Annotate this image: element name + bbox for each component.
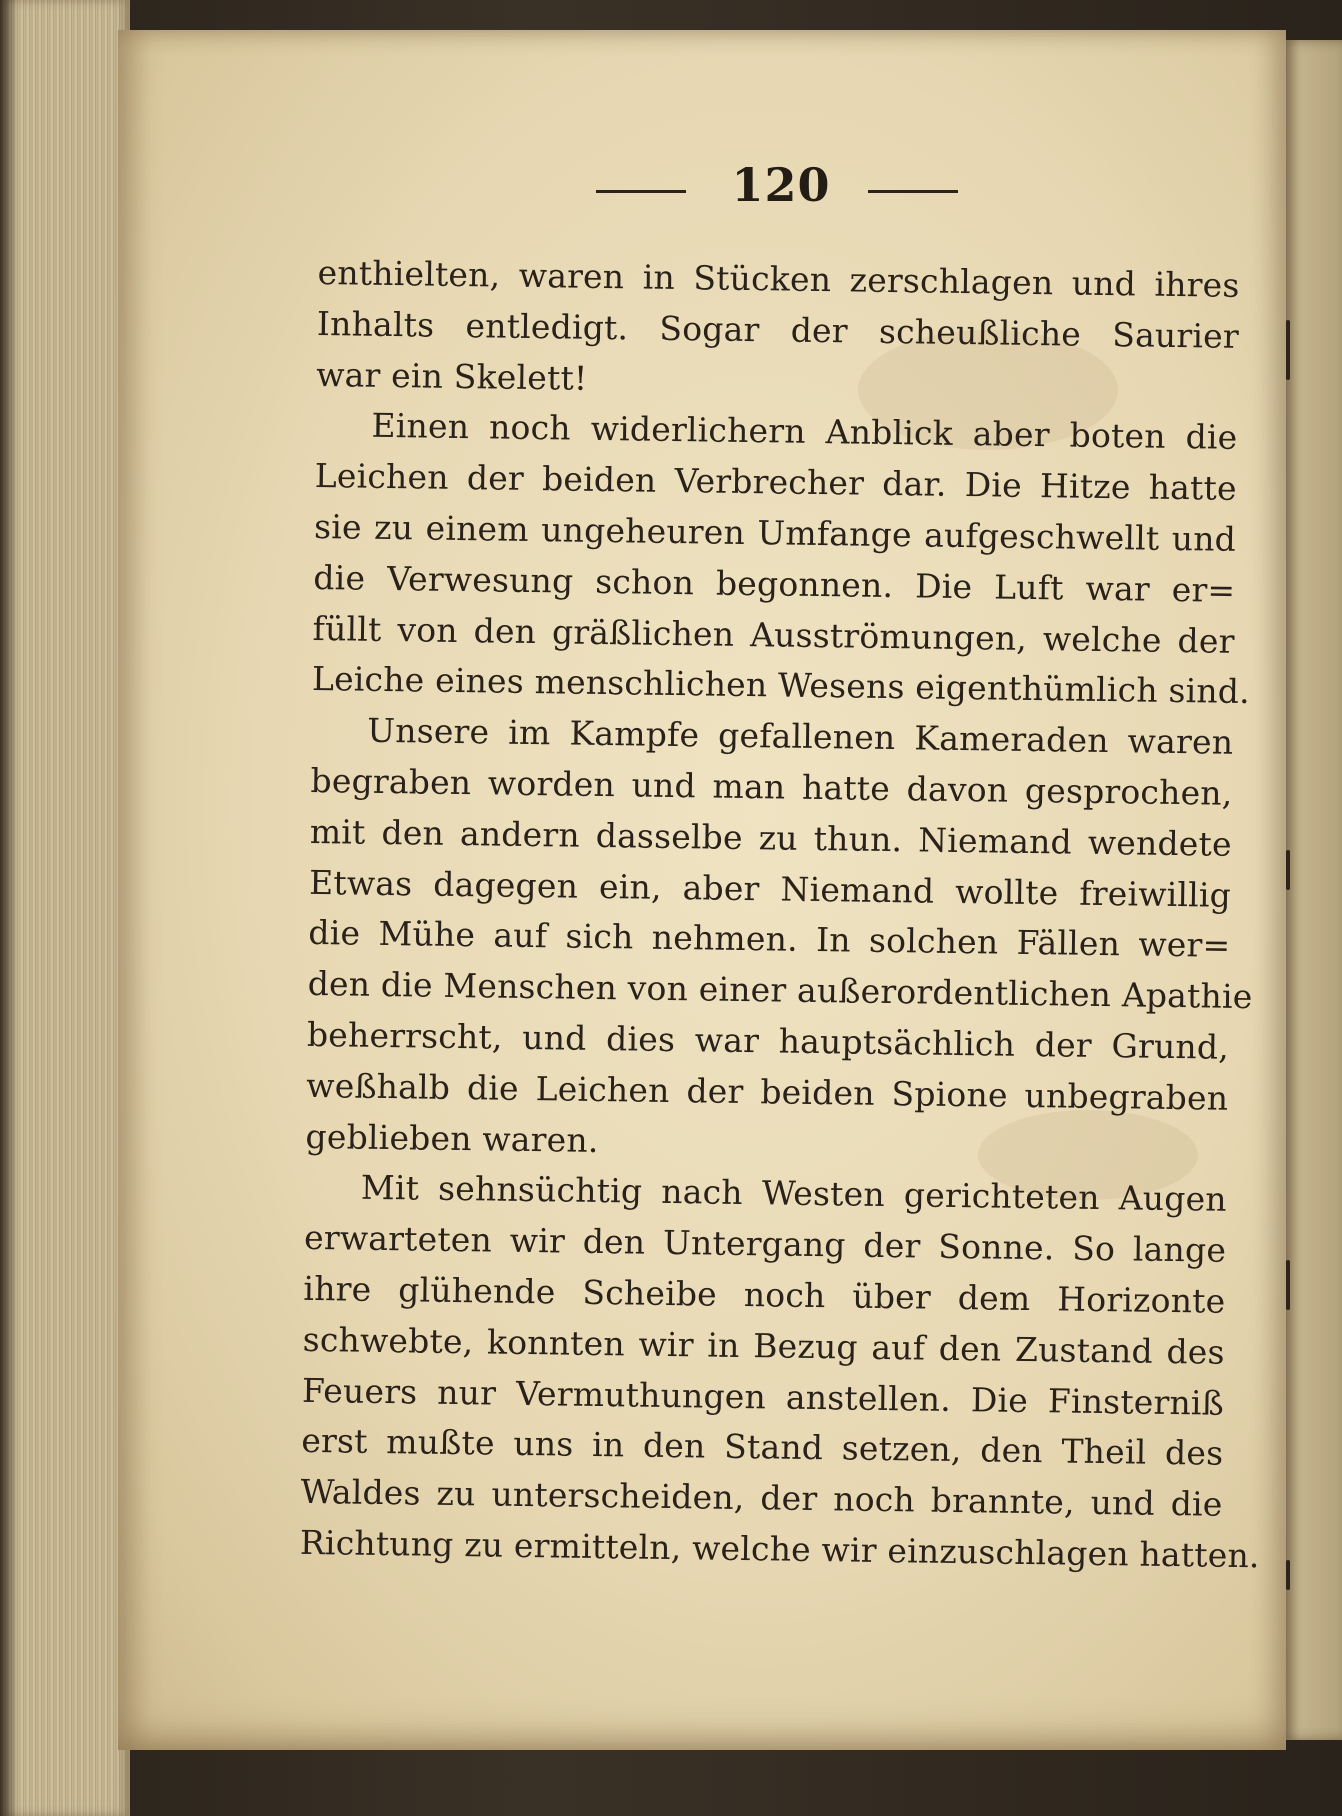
text-line: Unsere im Kampfe gefallenen Kameraden waren xyxy=(366,710,1234,762)
binding-mark xyxy=(1286,850,1290,890)
text-line: füllt von den gräßlichen Ausströmungen, welche der xyxy=(312,608,1235,661)
text-line: Einen noch widerlichern Anblick aber boten die xyxy=(371,406,1238,458)
text-line: beherrscht, und dies war hauptsächlich der Grund, xyxy=(306,1014,1230,1067)
text-line: ihre glühende Scheibe noch über dem Horizonte xyxy=(303,1268,1226,1321)
paragraph xyxy=(299,1162,1260,1581)
text-line: sie zu einem ungeheuren Umfange aufgeschwellt und xyxy=(313,506,1237,559)
header-rule-right xyxy=(868,190,958,193)
text-line: erst mußte uns in den Stand setzen, den Theil des xyxy=(301,1421,1224,1474)
page-header xyxy=(118,158,1286,218)
text-line: begraben worden und man hatte davon gesprochen, xyxy=(310,760,1233,813)
text-line: Etwas dagegen ein, aber Niemand wollte freiwillig xyxy=(308,862,1232,915)
binding-mark xyxy=(1286,1560,1290,1590)
text-line: Mit sehnsüchtig nach Westen gerichteten Augen xyxy=(360,1168,1228,1220)
binding-shadow xyxy=(0,0,18,1816)
binding-mark xyxy=(1286,320,1290,380)
text-line: schwebte, konnten wir in Bezug auf den Zustand des xyxy=(302,1319,1225,1372)
book-page xyxy=(118,30,1286,1750)
text-line: Feuers nur Vermuthungen anstellen. Die Finsterniß xyxy=(301,1370,1225,1423)
text-line: die Verwesung schon begonnen. Die Luft war er= xyxy=(313,557,1236,610)
binding-mark xyxy=(1286,1260,1290,1310)
paragraph xyxy=(316,248,1240,413)
paragraph xyxy=(311,400,1251,718)
page-stack-edges xyxy=(0,0,130,1816)
paragraph xyxy=(305,705,1253,1175)
page-number: 120 xyxy=(731,158,831,212)
next-page-edge xyxy=(1282,40,1342,1740)
text-line: die Mühe auf sich nehmen. In solchen Fällen wer= xyxy=(308,913,1231,966)
text-line: war ein Skelett! xyxy=(315,354,588,398)
text-line: Richtung zu ermitteln, welche wir einzuschlagen hatten. xyxy=(299,1522,1260,1576)
text-line: Leichen der beiden Verbrecher dar. Die Hitze hatte xyxy=(314,456,1238,509)
text-line: Leiche eines menschlichen Wesens eigenthümlich sind. xyxy=(311,659,1251,712)
text-line: Inhalts entledigt. Sogar der scheußliche Saurier xyxy=(316,303,1240,356)
page-body-text xyxy=(299,248,1260,1641)
header-rule-left xyxy=(596,190,686,193)
text-line: geblieben waren. xyxy=(305,1116,599,1160)
text-line: enthielten, waren in Stücken zerschlagen und ihres xyxy=(317,252,1240,305)
text-line: mit den andern dasselbe zu thun. Niemand wendete xyxy=(309,811,1233,864)
text-line: erwarteten wir den Untergang der Sonne. So lange xyxy=(303,1218,1227,1270)
text-line: den die Menschen von einer außerordentlichen Apathie xyxy=(307,964,1253,1017)
text-line: weßhalb die Leichen der beiden Spione unbegraben xyxy=(306,1065,1229,1118)
text-line: Waldes zu unterscheiden, der noch brannte, und die xyxy=(300,1472,1223,1524)
